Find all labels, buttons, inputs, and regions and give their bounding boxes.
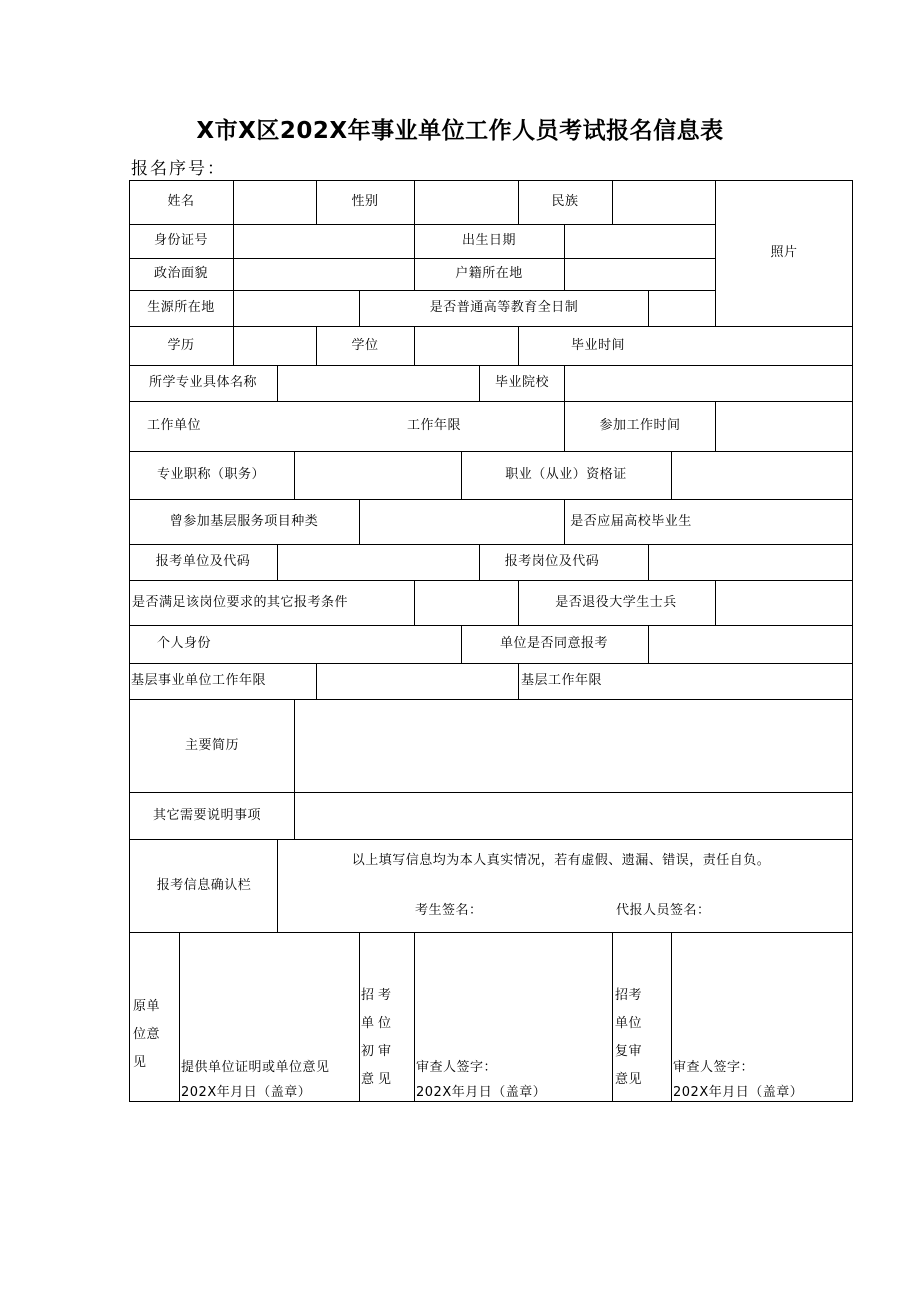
label-household-location: 户籍所在地	[455, 266, 523, 281]
label-origin-location: 生源所在地	[147, 300, 215, 315]
label-confirmation: 报考信息确认栏	[156, 878, 252, 893]
unit-proof-label: 提供单位证明或单位意见	[181, 1060, 330, 1075]
label-resume: 主要简历	[184, 738, 240, 753]
label-apply-post-code: 报考岗位及代码	[504, 554, 600, 569]
agent-signature-label: 代报人员签名：	[616, 903, 711, 918]
label-graduation-time: 毕业时间	[570, 338, 626, 353]
label-original-unit-opinion: 原单位意见	[133, 999, 161, 1070]
table-grid	[129, 180, 853, 1102]
label-work-years: 工作年限	[406, 418, 462, 433]
label-major-full-name: 所学专业具体名称	[148, 375, 258, 390]
final-reviewer-signature-label: 审查人签字：	[673, 1060, 755, 1075]
registration-form-table	[129, 180, 853, 1102]
label-personal-identity: 个人身份	[157, 636, 212, 651]
label-employer-consent: 单位是否同意报考	[499, 636, 609, 651]
label-grassroots-project: 曾参加基层服务项目种类	[169, 514, 319, 529]
candidate-signature-label: 考生签名：	[415, 903, 483, 918]
form-title: X市X区202X年事业单位工作人员考试报名信息表	[196, 118, 724, 144]
serial-number-label: 报名序号：	[131, 159, 226, 179]
label-grassroots-years: 基层工作年限	[521, 673, 603, 688]
original-unit-date-seal: 202X年月日（盖章）	[181, 1085, 312, 1100]
confirmation-statement: 以上填写信息均为本人真实情况，若有虚假、遗漏、错误，责任自负。	[351, 853, 771, 868]
label-qualification-cert: 职业（从业）资格证	[505, 467, 627, 482]
initial-review-date-seal: 202X年月日（盖章）	[416, 1085, 547, 1100]
label-birth-date: 出生日期	[461, 233, 517, 248]
label-id-number: 身份证号	[153, 233, 209, 248]
label-final-review-opinion: 招考单位复审意见	[615, 988, 643, 1087]
label-photo: 照片	[770, 245, 798, 260]
initial-reviewer-signature-label: 审查人签字：	[416, 1060, 498, 1075]
label-work-start-time: 参加工作时间	[599, 418, 681, 433]
label-political-status: 政治面貌	[153, 266, 209, 281]
label-graduate-school: 毕业院校	[494, 375, 550, 390]
label-fresh-graduate: 是否应届高校毕业生	[570, 514, 692, 529]
label-fulltime-general-higher-edu: 是否普通高等教育全日制	[429, 300, 579, 315]
label-professional-title: 专业职称（职务）	[156, 467, 266, 482]
label-name: 姓名	[167, 194, 195, 209]
label-grassroots-unit-years: 基层事业单位工作年限	[131, 673, 267, 688]
label-other-notes: 其它需要说明事项	[152, 808, 262, 823]
label-employer: 工作单位	[146, 418, 202, 433]
label-degree: 学位	[351, 338, 379, 353]
label-initial-review-opinion: 招考单位初审意见	[361, 988, 396, 1087]
label-education: 学历	[167, 338, 195, 353]
label-meets-other-conditions: 是否满足该岗位要求的其它报考条件	[132, 595, 349, 610]
label-apply-unit-code: 报考单位及代码	[155, 554, 251, 569]
label-ethnicity: 民族	[551, 194, 579, 209]
final-review-date-seal: 202X年月日（盖章）	[673, 1085, 804, 1100]
label-gender: 性别	[351, 194, 379, 209]
label-veteran-student-soldier: 是否退役大学生士兵	[555, 595, 677, 610]
